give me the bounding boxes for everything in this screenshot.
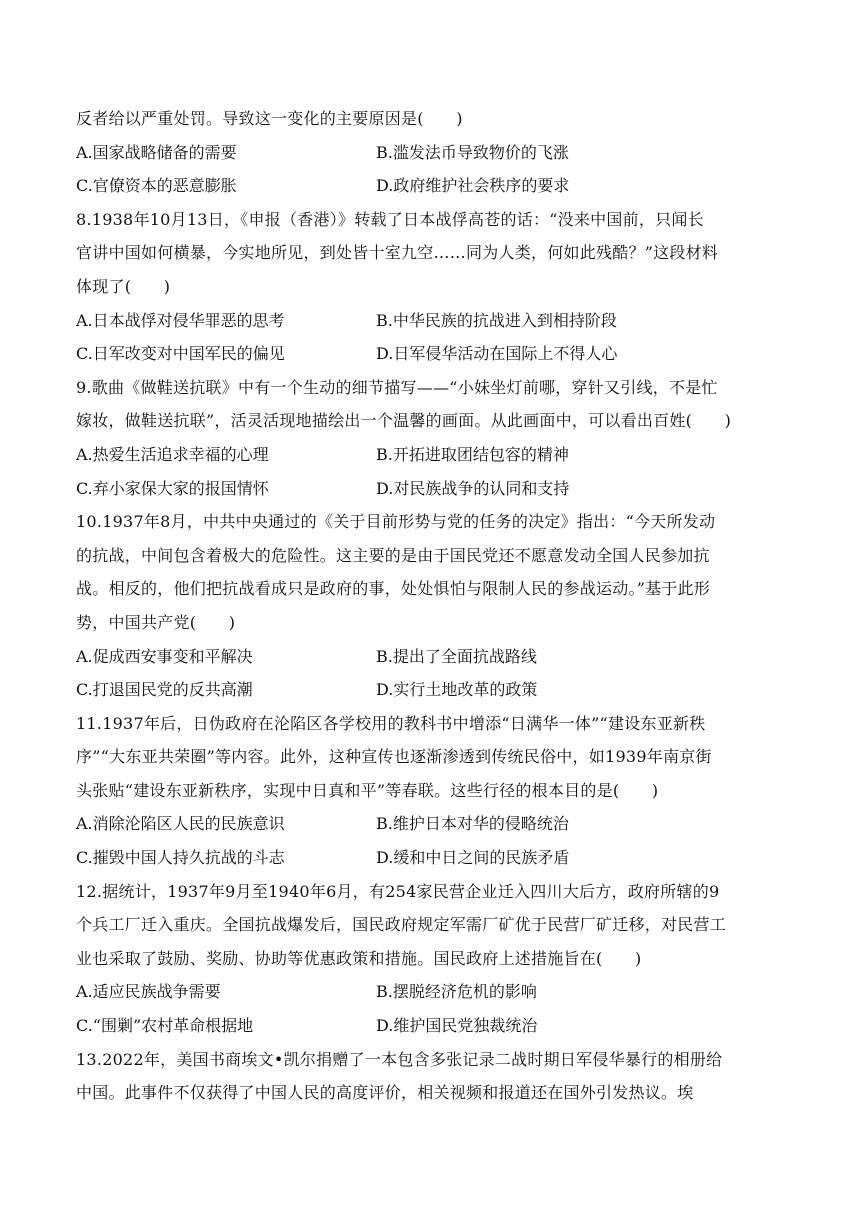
question-10-text-line: 战。相反的，他们把抗战看成只是政府的事，处处惧怕与限制人民的参战运动。”基于此形 (76, 579, 711, 599)
question-12-option-b[interactable]: B.摆脱经济危机的影响 (376, 982, 537, 1002)
question-10-option-a[interactable]: A.促成西安事变和平解决 (76, 646, 253, 666)
question-10-option-b[interactable]: B.提出了全面抗战路线 (376, 646, 537, 666)
question-13 (76, 1043, 784, 1110)
question-13-text-line: 中国。此事件不仅获得了中国人民的高度评价，相关视频和报道还在国外引发热议。埃 (76, 1083, 694, 1103)
question-10-text-line: 10.1937年8月，中共中央通过的《关于目前形势与党的任务的决定》指出：“今天所发动 (76, 512, 716, 532)
question-9-option-a[interactable]: A.热爱生活追求幸福的心理 (76, 444, 269, 464)
question-10-option-c[interactable]: C.打退国民党的反共高潮 (76, 680, 253, 700)
question-11-options-row-1 (76, 807, 784, 841)
question-12-options-row-2 (76, 1009, 784, 1043)
question-7 (76, 102, 784, 203)
question-12 (76, 875, 784, 1043)
question-8-text-line: 体现了( ) (76, 276, 171, 296)
question-8-options-row-1 (76, 304, 784, 338)
question-11-text-line: 11.1937年后，日伪政府在沦陷区各学校用的教科书中增添“日满华一体”“建设东亚新秩 (76, 713, 706, 733)
question-9-option-b[interactable]: B.开拓进取团结包容的精神 (376, 444, 569, 464)
question-7-text-line: 反者给以严重处罚。导致这一变化的主要原因是( ) (76, 109, 463, 128)
question-10-text-line: 势，中国共产党( ) (76, 612, 236, 632)
question-9-option-c[interactable]: C.弃小家保大家的报国情怀 (76, 478, 269, 498)
question-9 (76, 371, 784, 505)
question-12-options-row-1 (76, 975, 784, 1009)
question-11-text-line: 序”“大东亚共荣圈”等内容。此外，这种宣传也逐渐渗透到传统民俗中，如1939年南京街 (76, 747, 712, 767)
question-7-options-row-2 (76, 169, 784, 203)
question-7-option-b[interactable]: B.滥发法币导致物价的飞涨 (376, 142, 569, 162)
question-7-option-d[interactable]: D.政府维护社会秩序的要求 (376, 176, 570, 196)
question-8 (76, 203, 784, 371)
question-9-text-line: 9.歌曲《做鞋送抗联》中有一个生动的细节描写——“小妹坐灯前哪，穿针又引线，不是忙 (76, 377, 718, 397)
question-12-option-d[interactable]: D.维护国民党独裁统治 (376, 1016, 538, 1036)
question-8-text-line: 8.1938年10月13日，《申报（香港）》转载了日本战俘高苍的话：“没来中国前，只闻长 (76, 209, 704, 229)
question-7-option-c[interactable]: C.官僚资本的恶意膨胀 (76, 176, 237, 196)
question-8-option-d[interactable]: D.日军侵华活动在国际上不得人心 (376, 344, 618, 364)
question-8-option-b[interactable]: B.中华民族的抗战进入到相持阶段 (376, 310, 617, 330)
question-12-text-line: 12.据统计，1937年9月至1940年6月，有254家民营企业迁入四川大后方，政府所辖的9 (76, 881, 720, 901)
question-8-option-a[interactable]: A.日本战俘对侵华罪恶的思考 (76, 310, 285, 330)
question-8-option-c[interactable]: C.日军改变对中国军民的偏见 (76, 344, 285, 364)
question-7-option-a[interactable]: A.国家战略储备的需要 (76, 142, 237, 162)
question-10-options-row-1 (76, 640, 784, 674)
question-12-option-a[interactable]: A.适应民族战争需要 (76, 982, 221, 1002)
question-10-option-d[interactable]: D.实行土地改革的政策 (376, 680, 538, 700)
question-9-text-line: 嫁妆，做鞋送抗联”，活灵活现地描绘出一个温馨的画面。从此画面中，可以看出百姓( ) (76, 411, 732, 431)
question-11-option-a[interactable]: A.消除沦陷区人民的民族意识 (76, 814, 285, 834)
question-8-text-line: 官讲中国如何横暴，今实地所见，到处皆十室九空……同为人类，何如此残酷？”这段材料 (76, 243, 719, 263)
question-12-option-c[interactable]: C.“围剿”农村革命根据地 (76, 1016, 254, 1036)
question-11-option-b[interactable]: B.维护日本对华的侵略统治 (376, 814, 569, 834)
question-11-options-row-2 (76, 841, 784, 875)
question-9-options-row-2 (76, 472, 784, 506)
question-12-text-line: 业也采取了鼓励、奖励、协助等优惠政策和措施。国民政府上述措施旨在( ) (76, 948, 642, 968)
question-12-text-line: 个兵工厂迁入重庆。全国抗战爆发后，国民政府规定军需厂矿优于民营厂矿迁移，对民营工 (76, 915, 727, 935)
question-8-options-row-2 (76, 337, 784, 371)
question-10 (76, 505, 784, 707)
question-9-options-row-1 (76, 438, 784, 472)
question-11 (76, 707, 784, 875)
question-7-options-row-1 (76, 136, 784, 170)
question-content (76, 102, 784, 1110)
question-10-options-row-2 (76, 673, 784, 707)
question-9-option-d[interactable]: D.对民族战争的认同和支持 (376, 478, 570, 498)
question-13-text-line: 13.2022年，美国书商埃文•凯尔捐赠了一本包含多张记录二战时期日军侵华暴行的相册给 (76, 1049, 723, 1069)
question-10-text-line: 的抗战，中间包含着极大的危险性。这主要的是由于国民党还不愿意发动全国人民参加抗 (76, 545, 710, 565)
question-11-text-line: 头张贴“建设东亚新秩序，实现中日真和平”等春联。这些行径的根本目的是( ) (76, 780, 659, 800)
question-11-option-d[interactable]: D.缓和中日之间的民族矛盾 (376, 848, 570, 868)
question-11-option-c[interactable]: C.摧毁中国人持久抗战的斗志 (76, 848, 285, 868)
